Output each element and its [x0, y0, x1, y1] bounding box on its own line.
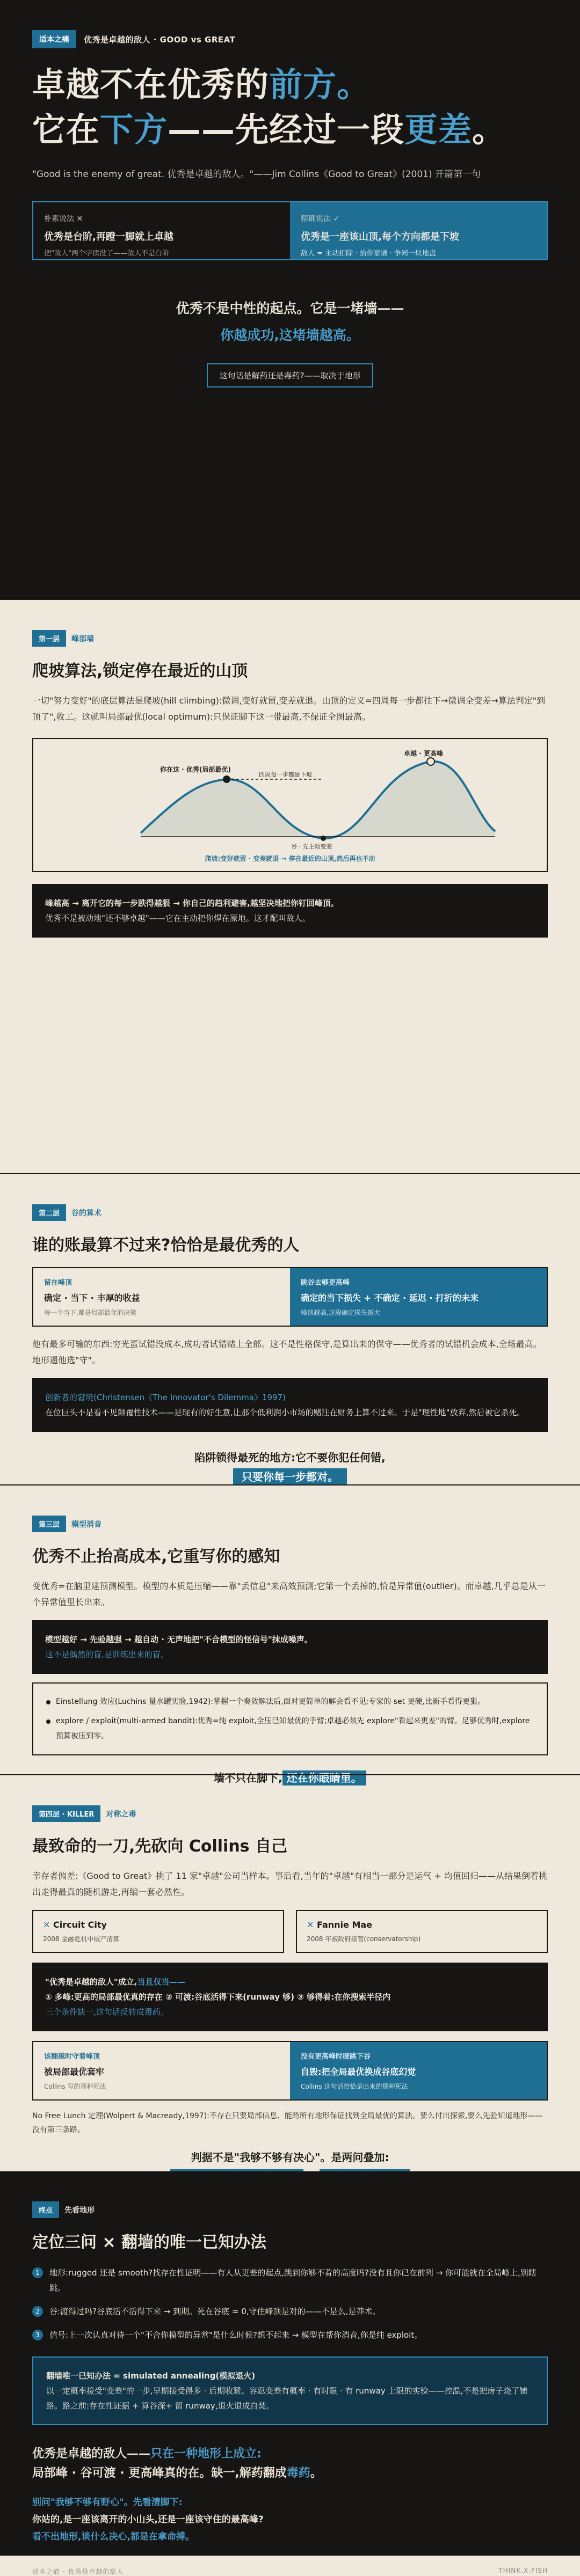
case-card	[32, 1910, 284, 1953]
question-text: 谷:渡得过吗?谷底活不活得下来 → 到期。死在谷底 = 0,守住峰顶是对的——不是么,是莽术。	[49, 2307, 381, 2316]
case-sub: 2008 年被政府接管(conservatorship)	[307, 1935, 421, 1943]
jump-option	[290, 1268, 547, 1326]
statement-accent: 只在一种地形上成立:	[150, 2447, 262, 2461]
question-item: 3 信号:上一次认真对待一个"不合你模型的异常"是什么时候?想不起来 → 模型在帮你消音,你是纯 exploit。	[32, 2328, 548, 2343]
insight-line: 优秀不是被动地"还不够卓越"——它在主动把你焊在原地。这才配叫敌人。	[45, 913, 310, 923]
hero-statement: 优秀不是中性的起点。它是一堵墙——	[176, 301, 404, 316]
section-subtitle: 峰部墙	[71, 634, 95, 643]
failure-label: 没有更高峰时硬跳下谷	[301, 2053, 371, 2061]
annealing-title: 翻墙唯一已知办法 = simulated annealing(模拟退火)	[46, 2371, 256, 2381]
final-section	[0, 2171, 580, 2575]
section-title: 优秀不止抬高成本,它重写你的感知	[32, 1547, 280, 1566]
annealing-box	[32, 2357, 548, 2425]
option-label: 跳谷去够更高峰	[301, 1279, 350, 1287]
insight-box	[32, 884, 548, 938]
section-layer-1	[0, 599, 580, 1173]
section-tag: 第二层	[32, 1204, 66, 1221]
failure-jump	[290, 2042, 547, 2099]
reference-text: 在位巨头不是看不见颠覆性技术——是现有的好生意,让那个低利润小市场的赌注在财务上算不过来。于是"理性地"放弃,然后被它杀死。	[45, 1408, 525, 1417]
case-title: Fannie Mae	[316, 1920, 373, 1930]
step-label: 四周每一步都是下坡	[259, 771, 312, 778]
title-text: 。	[472, 110, 506, 149]
section-layer-3	[0, 1484, 580, 1784]
failure-stay	[33, 2042, 290, 2099]
hero-quote: "Good is the enemy of great. 优秀是卓越的敌人。"——Jim Collins《Good to Great》(2001) 开篇第一句	[32, 169, 481, 180]
insight-line: 模型越好 → 先验越强 → 越自动 · 无声地把"不合模型的怪信号"抹成噪声。	[45, 1635, 313, 1644]
section-title: 谁的账最算不过来?恰恰是最优秀的人	[32, 1236, 300, 1255]
condition-head-accent: 当且仅当——	[137, 1977, 186, 1987]
condition-warning: 三个条件缺一,这句话反转成毒药。	[45, 2007, 169, 2017]
question-item: 2 谷:渡得过吗?谷底活不活得下来 → 到期。死在谷底 = 0,守住峰顶是对的——不是么,是莽术。	[32, 2304, 548, 2319]
statement-text: 优秀是卓越的敌人——	[32, 2447, 151, 2461]
section-paragraph: 一切"努力变好"的底层算法是爬坡(hill climbing):微调,变好就留,变差就退。山顶的定义=四周每一步都往下→微调全变差→算法判定"到顶了",收工。这就叫局部最优(local optimum):只保证脚下这一带最高,不保证全图最高。	[32, 696, 546, 722]
choice-compare	[32, 1267, 548, 1327]
section-tag: 第四层 · KILLER	[32, 1805, 100, 1822]
final-statement	[32, 2445, 548, 2483]
closing-lines	[32, 2494, 548, 2545]
conclusion-line: 陷阱锁得最死的地方:它不要你犯任何错,	[194, 1451, 386, 1464]
section-subtitle: 谷的算术	[71, 1209, 102, 1218]
condition-list: ① 多峰:更高的局部最优真的存在 ② 可渡:谷底活得下来(runway 够) ③ 够得着:在你搜索半径内	[45, 1992, 391, 2002]
list-item	[46, 1714, 534, 1744]
closing-line: 别问"我够不够有野心"。先看清脚下:	[32, 2497, 183, 2508]
title-text: ——先经过一段	[168, 110, 405, 149]
failure-title: 被局部最优套牢	[44, 2067, 105, 2077]
failure-sub: Collins 这句话恰恰是出来的那种死法	[301, 2083, 408, 2090]
failure-title: 自毁:把全局最优换成谷底幻觉	[301, 2067, 416, 2077]
naive-sub: 把"敌人"两个字读没了——敌人不是台阶	[44, 250, 169, 258]
cross-icon: ✕	[43, 1920, 53, 1930]
page-footer	[32, 2567, 548, 2576]
hero-section	[0, 0, 580, 599]
precise-title: 优秀是一座该山顶,每个方向都是下坡	[301, 231, 459, 243]
list-item-text: explore / exploit(multi-armed bandit):优秀=纯 exploit,全压已知最优的手臂;卓越必须先 explore"看起来更差"的臂。足够优秀时,explore 预算被压到零。	[56, 1717, 530, 1740]
failure-sub: Collins 写的那种死法	[44, 2083, 106, 2090]
title-accent: 更差	[404, 110, 473, 149]
local-peak-marker	[223, 775, 230, 783]
section-tag: 第三层	[32, 1516, 66, 1532]
section-layer-4	[0, 1774, 580, 2171]
statement-text: 。	[310, 2467, 322, 2480]
landscape-diagram	[32, 738, 548, 872]
series-subtitle: 优秀是卓越的敌人 · GOOD vs GREAT	[84, 34, 236, 45]
statement-accent: 毒药	[286, 2467, 310, 2480]
list-item-text: Einstellung 效应(Luchins 量水罐实验,1942):掌握一个奏效解法后,面对更简单的解会看不见;专家的 set 更硬,比新手看得更狠。	[56, 1697, 485, 1706]
case-title: Circuit City	[53, 1920, 107, 1930]
section-subtitle: 先看地形	[64, 2206, 95, 2215]
footer-brand: THINK.X.FISH	[498, 2567, 548, 2574]
annealing-text: 以一定概率接受"变差"的一步,早期接受得多 · 后期收紧。容忍变差有概率 · 有时限 · 有 runway 上限的实验——控温,不是把房子烧了铺路。路之前:存在性证据 + 算谷深+ 留 runway,退火退成自焚。	[46, 2386, 528, 2411]
evidence-list	[32, 1682, 548, 1755]
closing-line: 看不出地形,谈什么决心,都是在拿命搏。	[32, 2531, 194, 2542]
title-accent: 下方	[100, 110, 168, 149]
list-item	[46, 1694, 534, 1709]
conclusion-line: 墙不只在脚下,	[214, 1772, 282, 1784]
section-paragraph: 他有最多可输的东西:穷光蛋试错没成本,成功者试错赌上全部。这不是性格保守,是算出来的保守——优秀者的试错机会成本,全场最高。地形逼他选"守"。	[32, 1339, 542, 1365]
valley-label: 谷 · 先主动变差	[291, 843, 332, 850]
case-sub: 2008 金融危机中破产清算	[43, 1935, 120, 1943]
section-title: 爬坡算法,锁定停在最近的山顶	[32, 662, 248, 680]
precise-label: 精确说法 ✓	[301, 215, 340, 223]
landscape-curve	[33, 739, 547, 871]
condition-head: "优秀是卓越的敌人"成立,	[45, 1977, 137, 1987]
reference-title: 创新者的窘境(Christensen《The Innovator's Dilemma》1997)	[45, 1393, 286, 1402]
insight-box	[32, 1620, 548, 1674]
conclusion-highlight: 还在你眼睛里。	[282, 1770, 366, 1785]
title-accent: 前方。	[269, 65, 371, 104]
diagram-caption: 爬坡:变好就留 · 变差就退 → 停在最近的山顶,然后再也不动	[205, 855, 375, 862]
option-title: 确定的当下损失 + 不确定 · 延迟 · 打折的未来	[301, 1293, 479, 1303]
global-peak-label: 卓越 · 更高峰	[404, 750, 443, 757]
reference-box	[32, 1378, 548, 1432]
hero-title	[32, 62, 548, 152]
section-subtitle: 模型消音	[71, 1520, 102, 1529]
section-paragraph: 幸存者偏差:《Good to Great》挑了 11 家"卓越"公司当样本。事后看,当年的"卓越"有相当一部分是运气 + 均值回归——从结果倒着挑出走得最真的随机游走,再编一套必然性。	[32, 1871, 547, 1897]
condition-box	[32, 1963, 548, 2031]
question-item: 1 地形:rugged 还是 smooth?找存在性证明——有人从更差的起点,跳到你够不着的高度吗?没有且你已在前列 → 你可能就在全局峰上,别瞎跳。	[32, 2265, 548, 2295]
naive-title: 优秀是台阶,再蹬一脚就上卓越	[44, 231, 173, 243]
naive-view	[33, 202, 290, 259]
section-conclusion	[32, 1448, 548, 1487]
naive-label: 朴素说法 ✕	[44, 215, 83, 223]
series-tag: 适本之痛	[32, 30, 76, 48]
failure-label: 该翻越时守着峰顶	[44, 2053, 100, 2061]
stay-option	[33, 1268, 290, 1326]
question-button[interactable]: 这句话是解药还是毒药?——取决于地形	[207, 363, 374, 387]
precise-view	[290, 202, 547, 259]
title-text: 它在	[32, 110, 100, 149]
case-card	[296, 1910, 548, 1953]
cross-icon: ✕	[307, 1920, 317, 1930]
theorem-note: No Free Lunch 定理(Wolpert & Macready,1997):不存在只要局部信息、能跨所有地形保证找到全局最优的算法。要么付出探索,要么先验知道地形——没有第三条路。	[32, 2112, 543, 2134]
closing-line: 你站的,是一座该离开的小山头,还是一座该守住的最高峰?	[32, 2514, 264, 2525]
section-tag: 终点	[32, 2201, 59, 2218]
insight-line: 峰越高 → 离开它的每一步跌得越狠 → 你自己的趋利避害,越坚决地把你钉回峰顶。	[45, 898, 339, 908]
failure-compare	[32, 2041, 548, 2101]
hero-statement-accent: 你越成功,这堵墙越高。	[220, 327, 360, 343]
option-sub: 每一个当下,都是局部最优的决策	[44, 1309, 136, 1316]
footer-series: 适本之痛 · 优秀是卓越的敌人	[32, 2568, 124, 2575]
statement-text: 局部峰 · 谷可渡 · 更高峰真的在。缺一,解药翻成	[32, 2467, 287, 2480]
global-peak-marker	[427, 758, 434, 765]
section-title: 最致命的一刀,先砍向 Collins 自己	[32, 1837, 287, 1856]
insight-line: 这不是偶然的盲,是训练出来的盲。	[45, 1650, 169, 1659]
title-text: 卓越不在优秀的	[32, 65, 270, 104]
section-subtitle: 对称之毒	[106, 1810, 136, 1819]
case-cards	[32, 1910, 548, 1953]
section-title: 定位三问 × 翻墙的唯一已知办法	[32, 2233, 267, 2252]
question-text: 地形:rugged 还是 smooth?找存在性证明——有人从更差的起点,跳到你够不着的高度吗?没有且你已在前列 → 你可能就在全局峰上,别瞎跳。	[49, 2268, 536, 2293]
versus-panel	[32, 201, 548, 260]
question-text: 信号:上一次认真对待一个"不合你模型的异常"是什么时候?想不起来 → 模型在帮你消音,你是纯 exploit。	[49, 2330, 423, 2340]
conclusion-line: 判据不是"我够不够有决心"。是两问叠加:	[191, 2151, 389, 2164]
local-peak-label: 你在这 · 优秀(局部最优)	[160, 766, 231, 773]
section-paragraph: 变优秀=在脑里建预测模型。模型的本质是压缩——靠"丢信息"来高效预测;它第一个丢掉的,恰是异常值(outlier)。而卓越,几乎总是从一个异常值里长出来。	[32, 1581, 546, 1607]
option-label: 留在峰顶	[44, 1279, 73, 1287]
option-title: 确定 · 当下 · 丰厚的收益	[44, 1293, 140, 1303]
precise-sub: 敌人 = 主动扣除 · 拾你家谱 · 争同一块地盘	[301, 250, 436, 258]
conclusion-highlight: 只要你每一步都对。	[233, 1468, 347, 1485]
option-sub: 峰顶越高,这段确定损失越大	[301, 1309, 380, 1316]
section-tag: 第一层	[32, 630, 66, 647]
section-layer-2	[0, 1173, 580, 1484]
